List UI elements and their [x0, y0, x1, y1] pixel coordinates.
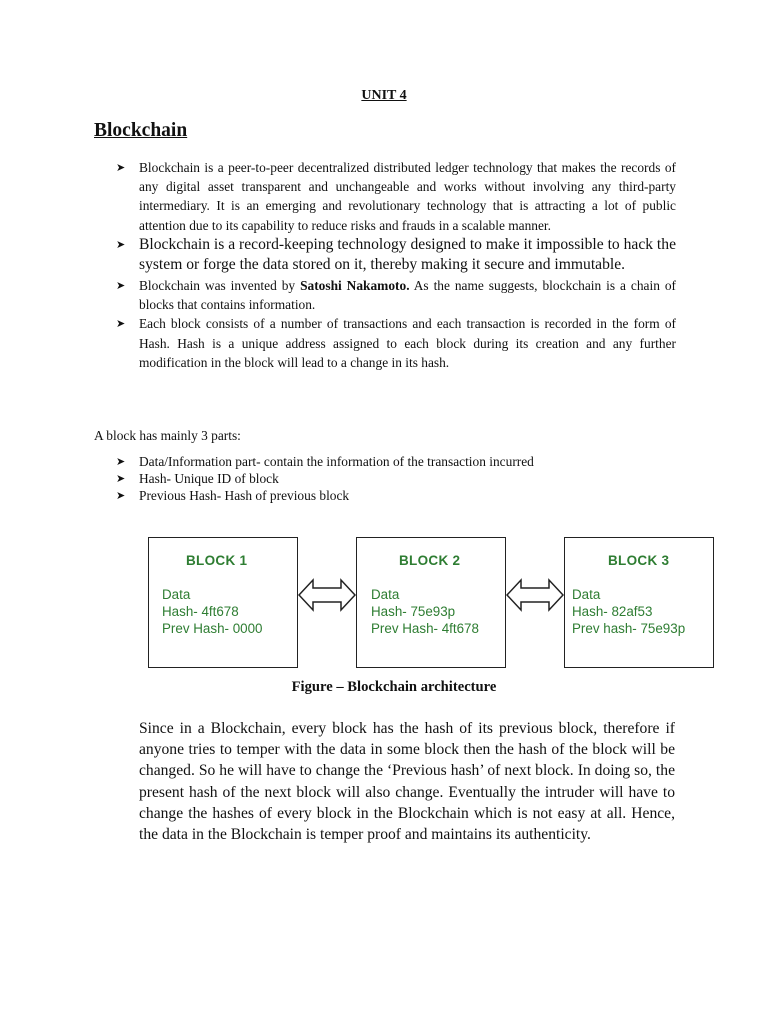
block-parts-intro: A block has mainly 3 parts: [94, 428, 241, 443]
bullet-text-before: Blockchain was invented by [139, 278, 301, 293]
block-2-box [356, 537, 506, 668]
bullet-item [116, 276, 676, 314]
arrow-bullet-icon: ➤ [116, 279, 126, 292]
block-hash: Hash- 82af53 [572, 604, 653, 619]
part-text: Previous Hash- Hash of previous block [139, 488, 350, 503]
page-title: Blockchain [94, 120, 188, 141]
unit-heading: UNIT 4 [361, 88, 407, 103]
part-text: Hash- Unique ID of block [139, 471, 279, 486]
figure-caption: Figure – Blockchain architecture [291, 679, 497, 695]
double-arrow-icon [506, 577, 564, 613]
bullet-text: Each block consists of a number of transactions and each transaction is recorded in the form of Hash. Hash is a unique address assigned to each block during its creation and any further modification in the block will lead to a change in its hash. [139, 316, 676, 370]
intro-bullet-list [116, 158, 676, 372]
arrow-bullet-icon: ➤ [116, 455, 126, 468]
block-parts-list [116, 453, 676, 504]
bullet-text: Blockchain is a peer-to-peer decentralized distributed ledger technology that makes the records of any digital asset transparent and unchangeable and works without involving any third-party intermediary. It is an emerging and revolutionary technology that is attracting a lot of public attention due to its capability to reduce risks and frauds in a scalable manner. [139, 160, 676, 233]
arrow-bullet-icon: ➤ [116, 237, 126, 251]
block-hash: Hash- 75e93p [371, 604, 456, 619]
part-item [116, 487, 676, 504]
block-1-box [148, 537, 298, 668]
block-prev-hash: Prev hash- 75e93p [572, 621, 686, 636]
block-3-box [564, 537, 714, 668]
bullet-item [116, 158, 676, 235]
block-hash: Hash- 4ft678 [162, 604, 239, 619]
bullet-item [116, 314, 676, 372]
arrow-bullet-icon: ➤ [116, 472, 126, 485]
block-data-label: Data [572, 587, 601, 602]
block-title: BLOCK 3 [608, 553, 670, 568]
part-text: Data/Information part- contain the information of the transaction incurred [139, 454, 534, 469]
bullet-item [116, 235, 676, 276]
arrow-bullet-icon: ➤ [116, 317, 126, 331]
double-arrow-icon [298, 577, 356, 613]
part-item [116, 453, 676, 470]
part-item [116, 470, 676, 487]
arrow-bullet-icon: ➤ [116, 161, 126, 174]
inventor-name: Satoshi Nakamoto. [300, 278, 410, 293]
block-title: BLOCK 2 [399, 553, 461, 568]
bullet-text: Blockchain is a record-keeping technology designed to make it impossible to hack the system or forge the data stored on it, thereby making it secure and immutable. [139, 235, 676, 274]
bullet-text-after: As the name suggests, blockchain is a chain of blocks that contains information. [139, 278, 676, 313]
arrow-bullet-icon: ➤ [116, 489, 126, 502]
block-title: BLOCK 1 [186, 553, 248, 568]
block-data-label: Data [371, 587, 400, 602]
closing-paragraph: Since in a Blockchain, every block has the hash of its previous block, therefore if anyone tries to temper with the data in some block then the hash of the block will be changed. So he will have to change the ‘Previous hash’ of next block. In doing so, the present hash of the next block will also change. Eventually the intruder will have to change the hashes of every block in the Blockchain which is not easy at all. Hence, the data in the Blockchain is temper proof and maintains its authenticity. [139, 720, 675, 844]
block-prev-hash: Prev Hash- 4ft678 [371, 621, 479, 636]
block-prev-hash: Prev Hash- 0000 [162, 621, 263, 636]
block-data-label: Data [162, 587, 191, 602]
